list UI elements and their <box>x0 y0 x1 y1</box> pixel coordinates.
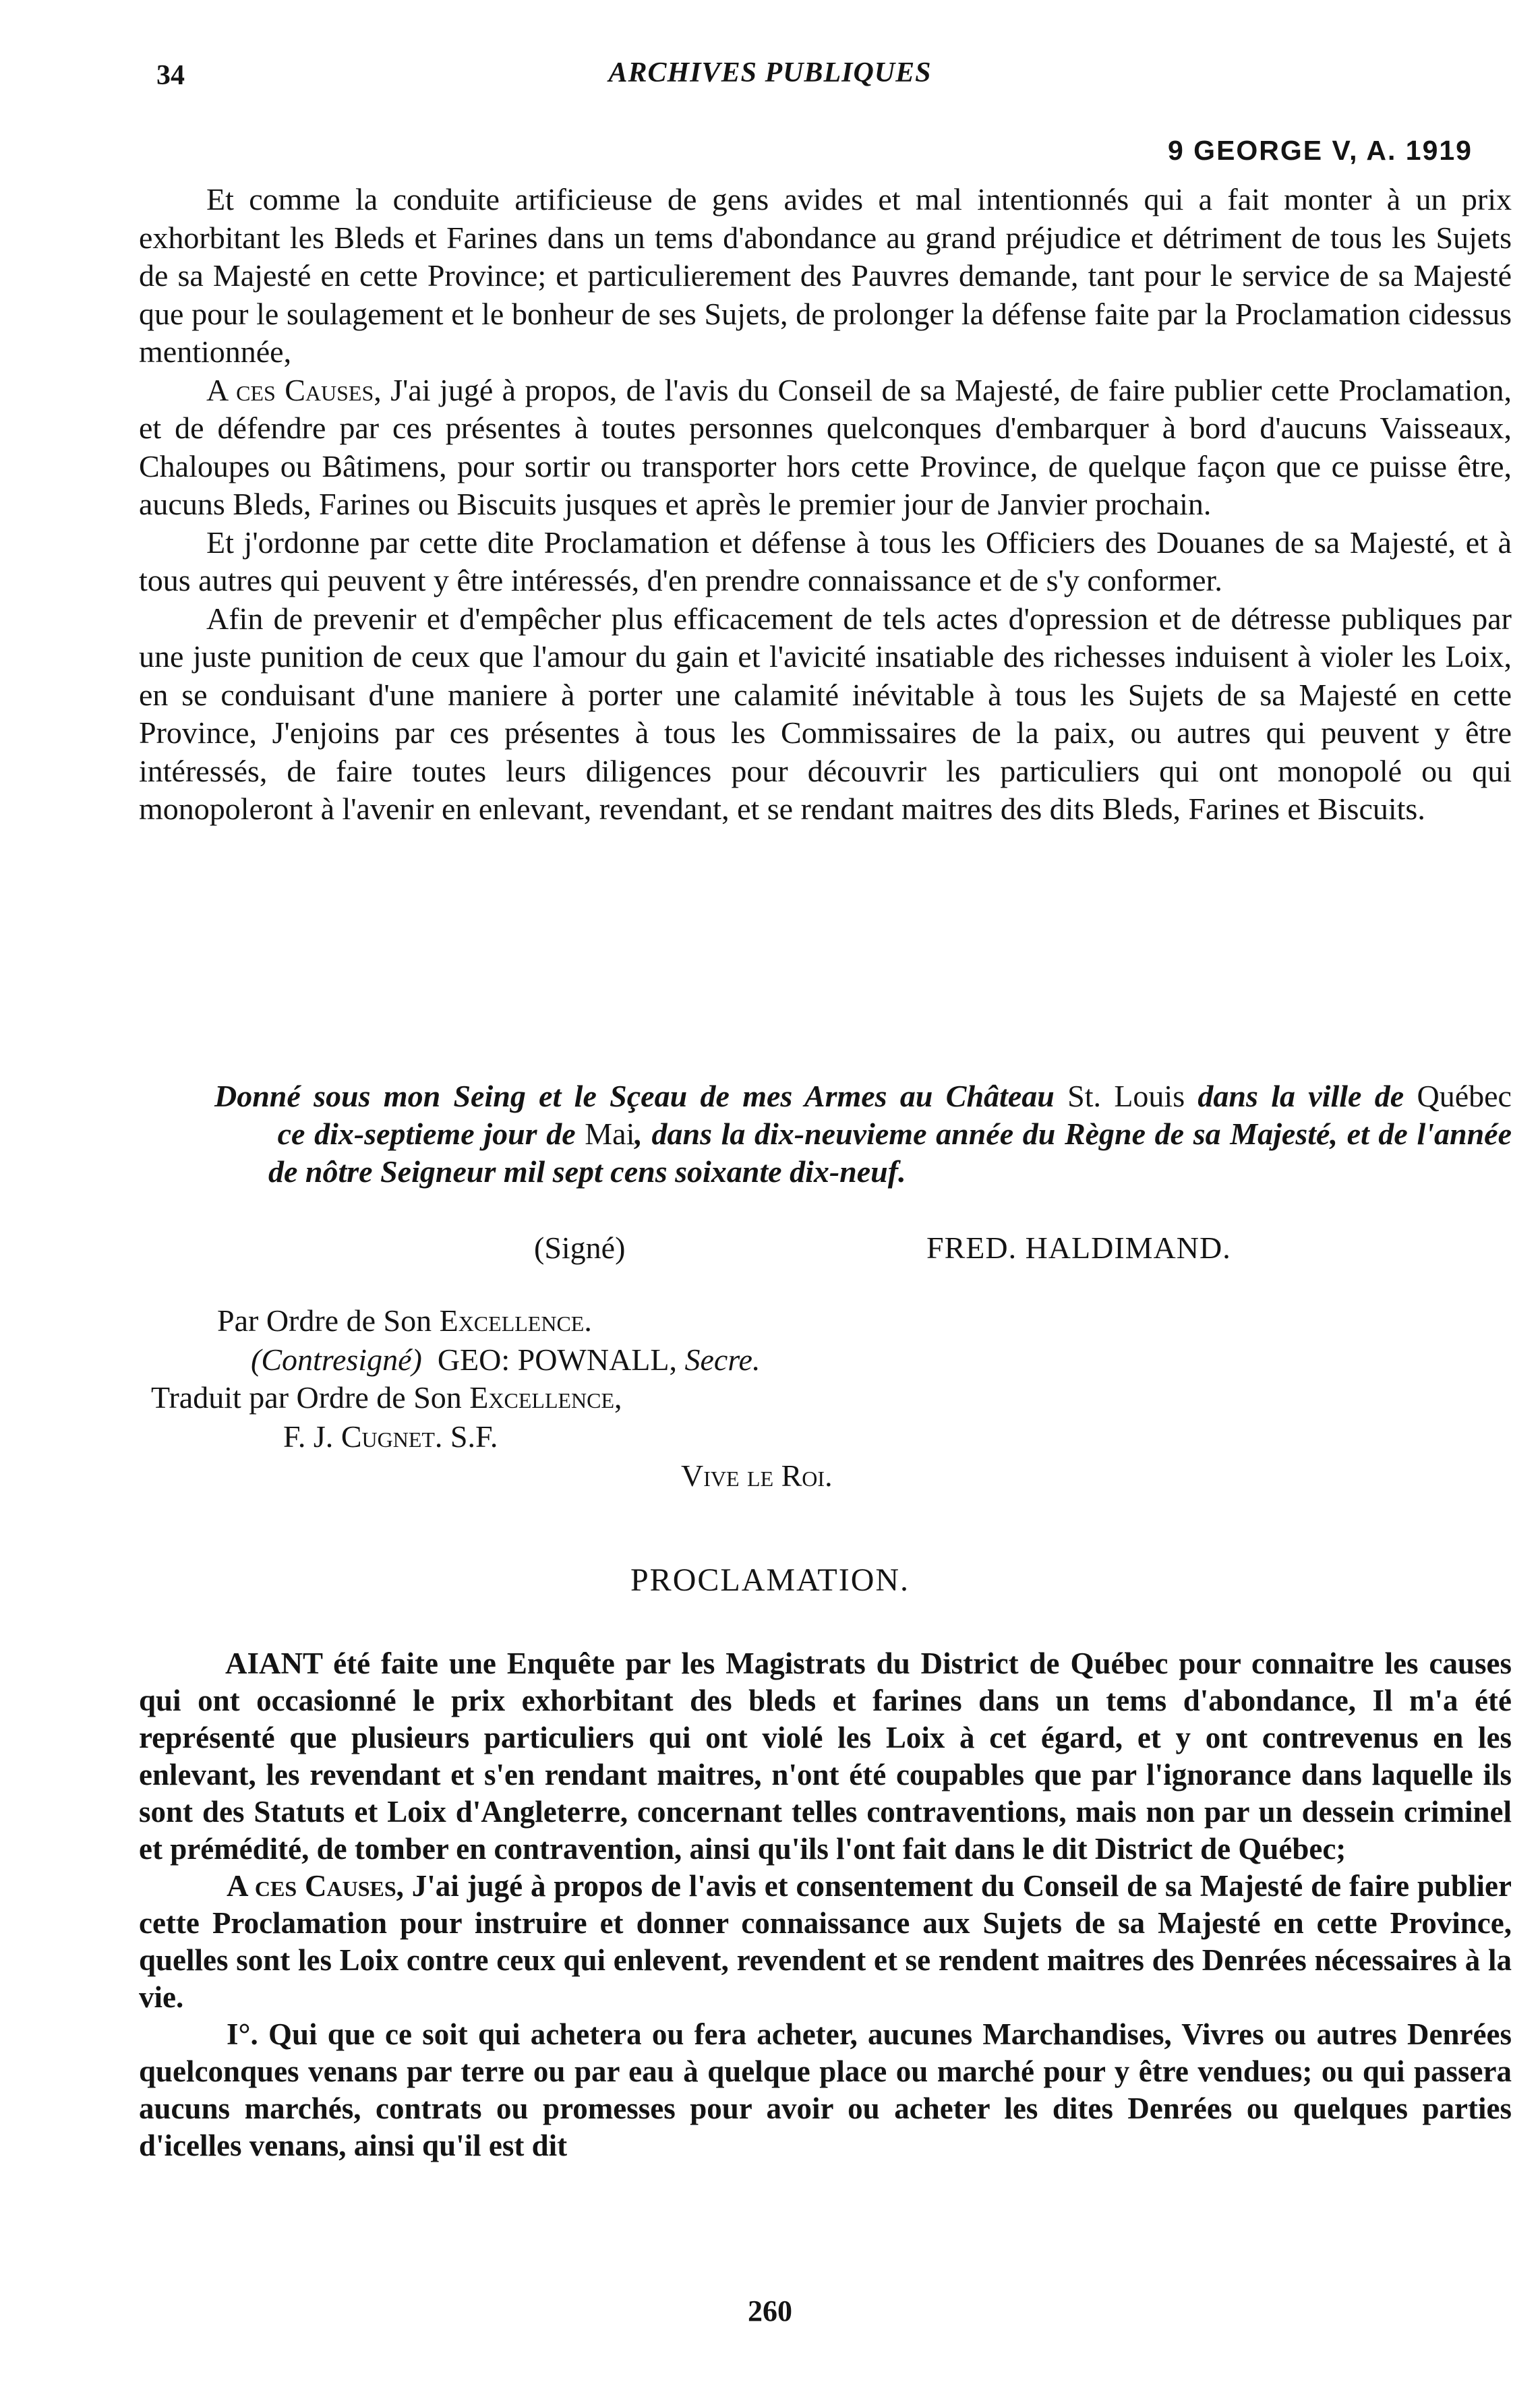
translator-line <box>283 1419 498 1454</box>
given-clause <box>214 1077 1512 1191</box>
order-text: F. J. <box>283 1419 341 1454</box>
order-text: Traduit par Ordre de Son <box>151 1380 470 1415</box>
translator-name: Cugnet <box>340 1419 435 1454</box>
small-caps-lead: A ces Causes <box>227 1869 396 1903</box>
signature-label: (Signé) <box>534 1231 626 1265</box>
given-text: , dans la dix-neuvieme année du Règne de sa Majesté, et de l'année de nôtre Seigneur mil sept cens soixante dix-neuf. <box>268 1117 1512 1189</box>
order-title: Excellence <box>469 1380 615 1415</box>
paragraph <box>139 372 1512 524</box>
order-title: Excellence <box>439 1303 585 1338</box>
given-place: St. Louis <box>1067 1079 1185 1113</box>
order-text: Par Ordre de Son <box>217 1303 440 1338</box>
given-month: Mai <box>585 1117 635 1151</box>
paragraph: I°. Qui que ce soit qui achetera ou fera acheter, aucunes Marchandises, Vivres ou autres Denrées quelconques venans par terre ou par eau à quelque place ou marché pour y être vendues; ou qui passera aucuns marchés, contrats ou promesses pour avoir ou acheter les dites Denrées ou quelques parties d'icelles venans, ainsi qu'il est dit <box>139 2017 1512 2162</box>
order-line <box>217 1303 592 1338</box>
given-city: Québec <box>1417 1079 1512 1113</box>
second-proclamation-text <box>139 1645 1512 2164</box>
session-heading: 9 GEORGE V, A. 1919 <box>1167 135 1473 166</box>
given-text: dans la ville de <box>1185 1079 1417 1113</box>
countersign-role: Secre. <box>684 1342 761 1377</box>
order-text: . S.F. <box>434 1419 498 1454</box>
running-title: ARCHIVES PUBLIQUES <box>608 57 932 88</box>
small-caps-lead: A ces Causes <box>206 372 374 407</box>
countersign-label: (Contresigné) <box>251 1342 422 1377</box>
paragraph: Et comme la conduite artificieuse de gens avides et mal intentionnés qui a fait monter à un prix exhorbitant les Bleds et Farines dans un tems d'abondance au grand préjudice et détriment de tous les Sujets de sa Majesté en cette Province; et particulierement des Pauvres demande, tant pour le service de sa Majesté que pour le soulagement et le bonheur de ses Sujets, de prolonger la défense faite par la Proclamation cidessus mentionnée, <box>139 182 1512 369</box>
paragraph-text: , J'ai jugé à propos, de l'avis du Conseil de sa Majesté, de faire publier cette Proclamation, et de défendre par ces présentes à toutes personnes quelconques d'embarquer à bord d'aucuns Vaisseaux, Chaloupes ou Bâtimens, pour sortir ou transporter hors cette Province, de quelque façon que ce puisse être, aucuns Bleds, Farines ou Biscuits jusques et après le premier jour de Janvier prochain. <box>139 372 1512 521</box>
paragraph-text: , J'ai jugé à propos de l'avis et consentement du Conseil de sa Majesté de faire publier cette Proclamation pour instruire et donner connaissance aux Sujets de sa Majesté en cette Province, quelles sont les Loix contre ceux qui enlevent, revendent et se rendent maitres des Denrées nécessaires à la vie. <box>139 1869 1512 2014</box>
order-text: . <box>584 1303 592 1338</box>
signature-name: FRED. HALDIMAND. <box>926 1231 1231 1265</box>
paragraph: AIANT été faite une Enquête par les Magistrats du District de Québec pour connaitre les causes qui ont occasionné le prix exhorbitant des bleds et farines dans un tems d'abondance, Il m'a été représenté que plusieurs particuliers qui ont violé les Loix à cet égard, et y ont contrevenus en les enlevant, les revendant et s'en rendant maitres, n'ont été coupables que par l'ignorance dans laquelle ils sont des Statuts et Loix d'Angleterre, concernant telles contraventions, mais non par un dessein criminel et prémédité, de tomber en contravention, ainsi qu'ils l'ont fait dans le dit District de Québec; <box>139 1647 1512 1866</box>
folio-number: 260 <box>748 2294 792 2328</box>
countersign-name: GEO: POWNALL, <box>437 1342 677 1377</box>
paragraph: Et j'ordonne par cette dite Proclamation et défense à tous les Officiers des Douanes de sa Majesté, et à tous autres qui peuvent y être intéressés, d'en prendre connaissance et de s'y conformer. <box>139 525 1512 597</box>
given-text: ce dix-septieme jour de <box>268 1117 585 1151</box>
countersign-line <box>251 1342 760 1378</box>
translation-line <box>151 1380 622 1415</box>
proclamation-heading: PROCLAMATION. <box>630 1562 910 1598</box>
closing-acclamation: Vive le Roi. <box>681 1458 833 1493</box>
page-number: 34 <box>156 60 185 91</box>
first-proclamation-text <box>139 181 1512 829</box>
paragraph: Afin de prevenir et d'empêcher plus efficacement de tels actes d'opression et de détresse publiques par une juste punition de ceux que l'amour du gain et l'avicité insatiable des richesses induisent à violer les Loix, en se conduisant d'une maniere à porter une calamité inévitable à tous les Sujets de sa Majesté en cette Province, J'enjoins par ces présentes à tous les Commissaires de la paix, ou autres qui peuvent y être intéressés, de faire toutes leurs diligences pour découvrir les particuliers qui ont monopolé ou qui monopoleront à l'avenir en enlevant, revendant, et se rendant maitres des dits Bleds, Farines et Biscuits. <box>139 601 1512 826</box>
paragraph <box>139 1868 1512 2016</box>
order-text: , <box>614 1380 622 1415</box>
given-text: Donné sous mon Seing et le Sçeau de mes Armes au Château <box>214 1079 1068 1113</box>
